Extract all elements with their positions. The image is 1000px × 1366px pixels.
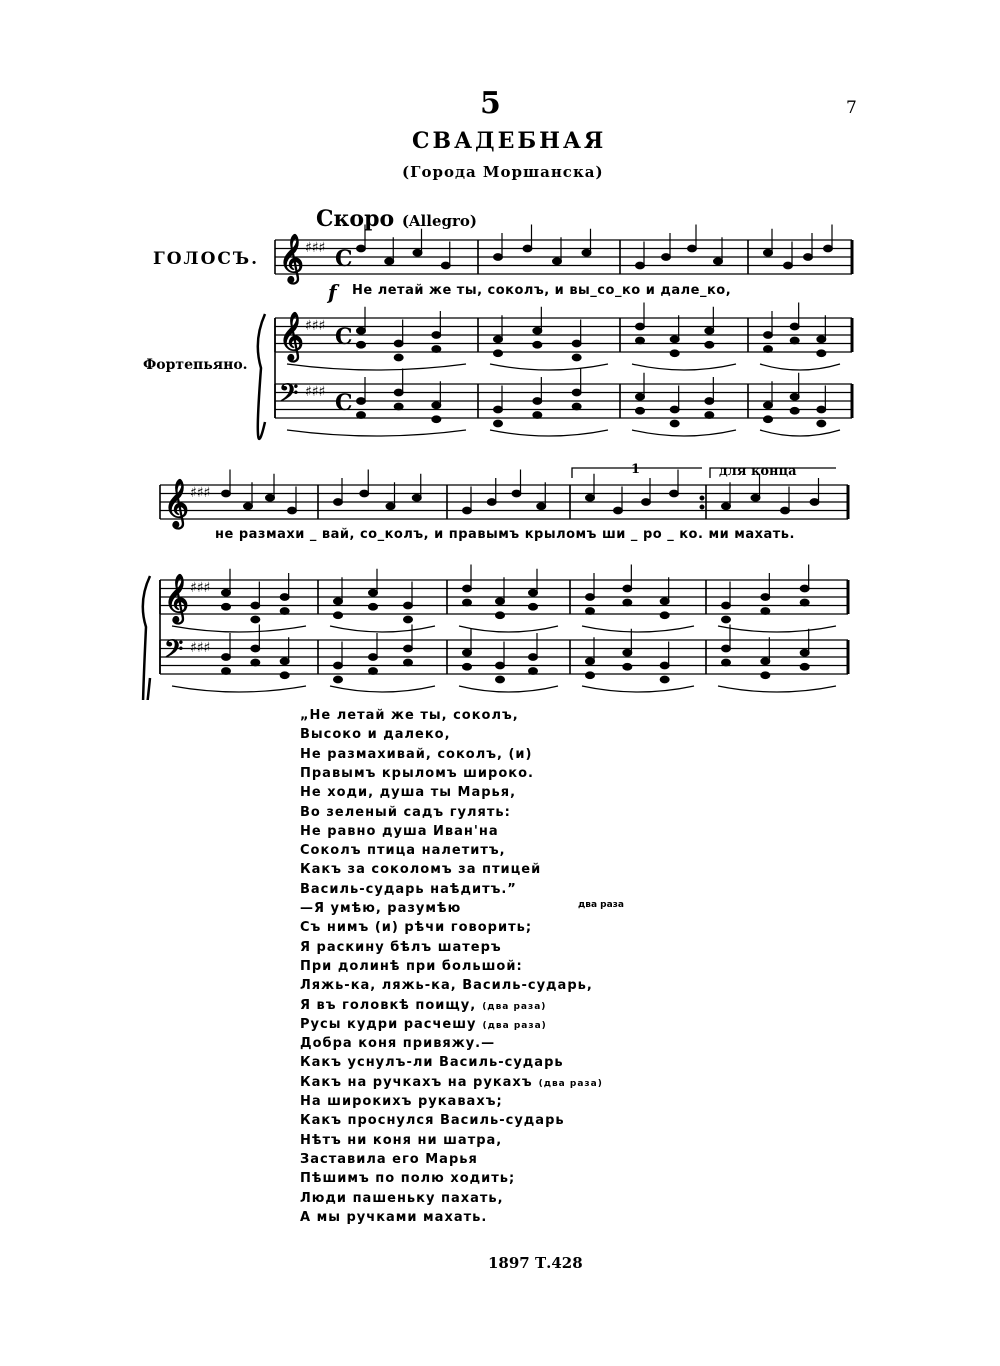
poem-line-text: Не размахивай, соколъ, (и): [300, 746, 533, 762]
note-head: [463, 507, 472, 514]
piano-label: Фортепьяно.: [143, 357, 248, 373]
poem-line-text: Во зеленый садъ гулять:: [300, 804, 511, 820]
poem-line-text: Съ нимъ (и) рѣчи говорить;: [300, 920, 533, 936]
note-head: [280, 608, 289, 615]
poem-line-text: Какъ уснулъ-ли Василь-сударь: [300, 1055, 564, 1071]
note-head: [494, 420, 503, 427]
note-head: [244, 503, 253, 510]
note-head: [623, 585, 632, 592]
note-head: [817, 420, 826, 427]
note-head: [764, 402, 773, 409]
note-head: [441, 262, 450, 269]
note-head: [586, 494, 595, 501]
note-head: [394, 340, 403, 347]
slur: [287, 364, 466, 370]
note-head: [357, 412, 366, 419]
dynamic-forte: f: [328, 280, 337, 304]
note-head: [722, 659, 731, 666]
note-head: [761, 594, 770, 601]
note-head: [463, 599, 472, 606]
tempo-italian: (Allegro): [401, 212, 477, 230]
note-head: [688, 245, 697, 252]
note-head: [642, 499, 651, 506]
note-head: [357, 327, 366, 334]
note-head: [660, 612, 669, 619]
note-head: [529, 589, 538, 596]
treble-clef: 𝄞: [279, 233, 304, 282]
poem-line: [300, 901, 461, 916]
poem-line-text: Заставила его Марья: [300, 1151, 478, 1167]
poem-line-text: —Я умѣю, разумѣю: [300, 901, 462, 916]
note-head: [800, 649, 809, 656]
note-head: [334, 662, 343, 669]
note-head: [334, 676, 343, 683]
treble-clef: 𝄞: [279, 311, 304, 360]
note-head: [790, 393, 799, 400]
note-head: [572, 354, 581, 361]
note-head: [357, 245, 366, 252]
poem-line-text: Нѣтъ ни коня ни шатра,: [300, 1132, 503, 1148]
note-head: [222, 603, 231, 610]
note-head: [404, 659, 413, 666]
note-head: [764, 416, 773, 423]
lyrics-system-1: Не летай же ты, соколъ, и вы_со_ко и дале_ко,: [352, 283, 732, 298]
poem-line-text: Добра коня привяжу.—: [300, 1036, 496, 1052]
key-signature: ♯♯♯: [190, 640, 211, 656]
note-head: [636, 407, 645, 414]
note-head: [572, 403, 581, 410]
slur: [459, 686, 558, 692]
poem-line: [300, 998, 546, 1013]
note-head: [222, 490, 231, 497]
repeat-dot: [700, 505, 704, 509]
note-head: [722, 602, 731, 609]
note-head: [705, 327, 714, 334]
poem-line-text: А мы ручками махать.: [300, 1209, 488, 1225]
note-head: [586, 608, 595, 615]
note-head: [764, 346, 773, 353]
note-head: [705, 341, 714, 348]
poem-line-text: Я раскину бѣлъ шатеръ: [300, 939, 502, 955]
note-head: [670, 420, 679, 427]
slur: [172, 626, 306, 632]
song-subtitle: (Города Моршанска): [402, 163, 604, 181]
note-head: [529, 654, 538, 661]
slur: [632, 430, 736, 436]
note-head: [800, 599, 809, 606]
slur: [330, 626, 435, 632]
note-head: [761, 672, 770, 679]
note-head: [817, 336, 826, 343]
note-head: [280, 672, 289, 679]
poem-line-text: Я въ головкѣ поищу,: [300, 997, 477, 1013]
poem-line: [300, 959, 523, 974]
poem-line-text: Не ходи, душа ты Марья,: [300, 785, 517, 801]
note-head: [722, 616, 731, 623]
key-signature: ♯♯♯: [305, 384, 326, 400]
note-head: [804, 254, 813, 261]
note-head: [251, 659, 260, 666]
note-head: [705, 398, 714, 405]
note-head: [357, 341, 366, 348]
note-head: [487, 499, 496, 506]
note-head: [764, 332, 773, 339]
note-head: [394, 389, 403, 396]
note-head: [412, 494, 421, 501]
poem-line-text: „Не летай же ты, соколъ,: [300, 708, 519, 723]
poem-line-text: На широкихъ рукавахъ;: [300, 1094, 503, 1109]
slur: [490, 364, 608, 370]
note-head: [251, 645, 260, 652]
note-head: [533, 412, 542, 419]
note-head: [360, 490, 369, 497]
note-head: [636, 393, 645, 400]
slur: [490, 430, 608, 436]
note-head: [251, 616, 260, 623]
note-head: [800, 585, 809, 592]
note-head: [623, 649, 632, 656]
note-head: [572, 340, 581, 347]
key-signature: ♯♯♯: [190, 580, 211, 596]
poem-line-text: Люди пашеньку пахать,: [300, 1190, 504, 1206]
slur: [582, 626, 694, 632]
poem-line-text: Не равно душа Иван'на: [300, 823, 499, 839]
note-head: [764, 249, 773, 256]
poem-line: [300, 1036, 495, 1051]
note-head: [722, 503, 731, 510]
slur: [459, 626, 558, 632]
note-head: [722, 645, 731, 652]
poem-line: [300, 1191, 504, 1206]
note-head: [496, 598, 505, 605]
poem-line-repeat-note: (два раза): [538, 1078, 603, 1089]
poem-line-text: Пѣшимъ по полю ходить;: [300, 1171, 516, 1187]
note-head: [413, 249, 422, 256]
note-head: [623, 663, 632, 670]
note-head: [512, 490, 521, 497]
bass-clef: 𝄢: [279, 379, 299, 414]
note-head: [266, 494, 275, 501]
treble-clef: 𝄞: [164, 573, 189, 622]
poem-line: [300, 747, 532, 762]
note-head: [529, 603, 538, 610]
note-head: [586, 594, 595, 601]
slur: [287, 430, 466, 436]
slur: [760, 364, 840, 370]
slur: [632, 364, 736, 370]
time-signature: C: [335, 390, 353, 416]
note-head: [660, 598, 669, 605]
note-head: [334, 499, 343, 506]
note-head: [334, 598, 343, 605]
poem-line: [300, 843, 506, 858]
note-head: [582, 249, 591, 256]
note-head: [586, 658, 595, 665]
note-head: [357, 398, 366, 405]
note-head: [662, 254, 671, 261]
poem-line-text: Высоко и далеко,: [300, 727, 451, 743]
poem-line: [300, 1113, 565, 1128]
note-head: [533, 398, 542, 405]
note-head: [800, 663, 809, 670]
note-head: [586, 672, 595, 679]
poem-line: [300, 978, 593, 993]
note-head: [660, 662, 669, 669]
poem-line-text: Какъ за соколомъ за птицей: [300, 862, 542, 878]
note-head: [394, 354, 403, 361]
note-head: [432, 332, 441, 339]
note-head: [496, 662, 505, 669]
note-head: [222, 589, 231, 596]
poem-line: [300, 1017, 547, 1032]
repeat-dot: [700, 496, 704, 500]
note-head: [251, 602, 260, 609]
note-head: [714, 258, 723, 265]
note-head: [386, 503, 395, 510]
piano-brace-curve: [143, 576, 150, 700]
slur: [582, 686, 694, 692]
note-head: [494, 350, 503, 357]
note-head: [636, 337, 645, 344]
poem-line: [300, 766, 534, 781]
note-head: [280, 594, 289, 601]
note-head: [824, 245, 833, 252]
note-head: [705, 412, 714, 419]
volta-ending-final: для конца: [719, 464, 797, 479]
note-head: [463, 649, 472, 656]
lyrics-system-2: не размахи _ вай, со_колъ, и правымъ крыломъ ши _ ро _ ко. ми махать.: [215, 527, 795, 542]
poem-line-text: Какъ проснулся Василь-сударь: [300, 1113, 565, 1129]
poem-line-repeat-note: (два раза): [482, 1001, 547, 1012]
treble-clef: 𝄞: [164, 478, 189, 527]
note-head: [781, 507, 790, 514]
poem-line: [300, 1094, 503, 1109]
poem-line: [300, 805, 511, 820]
poem-line: [300, 1055, 564, 1070]
poem-line-text: Какъ на ручкахъ на рукахъ: [300, 1074, 533, 1090]
note-head: [334, 612, 343, 619]
poem-line-text: Соколъ птица налетитъ,: [300, 843, 506, 859]
poem-line: [300, 1133, 502, 1148]
note-head: [222, 668, 231, 675]
note-head: [494, 336, 503, 343]
note-head: [496, 612, 505, 619]
poem-line: [300, 940, 502, 955]
poem-line-text: Василь-сударь наѣдитъ.”: [300, 881, 517, 897]
note-head: [280, 658, 289, 665]
note-head: [288, 507, 297, 514]
tempo-russian: Скоро: [316, 206, 395, 232]
poem-line-text: Правымъ крыломъ широко.: [300, 765, 534, 781]
note-head: [817, 406, 826, 413]
note-head: [761, 658, 770, 665]
note-head: [537, 503, 546, 510]
note-head: [369, 654, 378, 661]
note-head: [751, 494, 760, 501]
note-head: [432, 416, 441, 423]
note-head: [496, 676, 505, 683]
poem-line: [300, 1152, 478, 1167]
note-head: [670, 490, 679, 497]
note-head: [523, 245, 532, 252]
barlines: [160, 240, 852, 674]
song-title: СВАДЕБНАЯ: [412, 128, 607, 154]
note-head: [817, 350, 826, 357]
note-head: [670, 406, 679, 413]
time-signature: C: [335, 324, 353, 350]
bass-clef: 𝄢: [164, 635, 184, 670]
poem-line-text: Ляжь-ка, ляжь-ка, Василь-сударь,: [300, 978, 593, 994]
note-head: [553, 258, 562, 265]
page-number: 7: [846, 98, 857, 118]
note-head: [432, 402, 441, 409]
volta-ending-1: 1: [631, 462, 641, 477]
poem-line-text: Русы кудри расчешу: [300, 1016, 477, 1032]
note-head: [369, 589, 378, 596]
note-head: [494, 254, 503, 261]
note-head: [404, 645, 413, 652]
note-head: [636, 323, 645, 330]
note-head: [533, 341, 542, 348]
note-head: [670, 336, 679, 343]
poem-line: [300, 862, 541, 877]
poem-line: [300, 1075, 603, 1090]
plate-number: 1897 Т.428: [488, 1254, 583, 1272]
note-head: [572, 389, 581, 396]
key-signature: ♯♯♯: [305, 240, 326, 256]
note-head: [533, 327, 542, 334]
poem-line: [300, 1210, 487, 1225]
note-head: [660, 676, 669, 683]
song-number: 5: [480, 86, 501, 121]
note-head: [614, 507, 623, 514]
poem-repeat-note: два раза: [578, 900, 624, 910]
piano-brace-curve: [258, 314, 265, 439]
slur: [718, 626, 836, 632]
note-head: [790, 337, 799, 344]
slur: [718, 686, 836, 692]
note-head: [623, 599, 632, 606]
slur: [760, 430, 840, 436]
note-head: [404, 602, 413, 609]
slur: [330, 686, 435, 692]
note-head: [463, 585, 472, 592]
note-head: [670, 350, 679, 357]
slur: [172, 686, 306, 692]
voice-label: ГОЛОСЪ.: [153, 249, 260, 269]
note-head: [529, 668, 538, 675]
note-head: [369, 603, 378, 610]
note-head: [404, 616, 413, 623]
note-head: [761, 608, 770, 615]
note-head: [810, 499, 819, 506]
note-head: [790, 323, 799, 330]
note-head: [394, 403, 403, 410]
poem-line-text: При долинѣ при большой:: [300, 958, 523, 974]
poem-line: [300, 920, 532, 935]
poem-line: [300, 1171, 515, 1186]
note-head: [369, 668, 378, 675]
note-head: [385, 258, 394, 265]
note-head: [790, 407, 799, 414]
note-head: [636, 262, 645, 269]
note-head: [494, 406, 503, 413]
note-head: [432, 346, 441, 353]
note-head: [222, 654, 231, 661]
poem-line: [300, 882, 517, 897]
poem-line: [300, 785, 516, 800]
poem-line: [300, 824, 499, 839]
poem-line: [300, 708, 519, 723]
key-signature: ♯♯♯: [305, 318, 326, 334]
staff-lines: [160, 240, 852, 674]
note-head: [784, 262, 793, 269]
poem-line: [300, 727, 451, 742]
note-head: [463, 663, 472, 670]
key-signature: ♯♯♯: [190, 485, 211, 501]
poem-line-repeat-note: (два раза): [482, 1020, 547, 1031]
time-signature: C: [335, 246, 353, 272]
